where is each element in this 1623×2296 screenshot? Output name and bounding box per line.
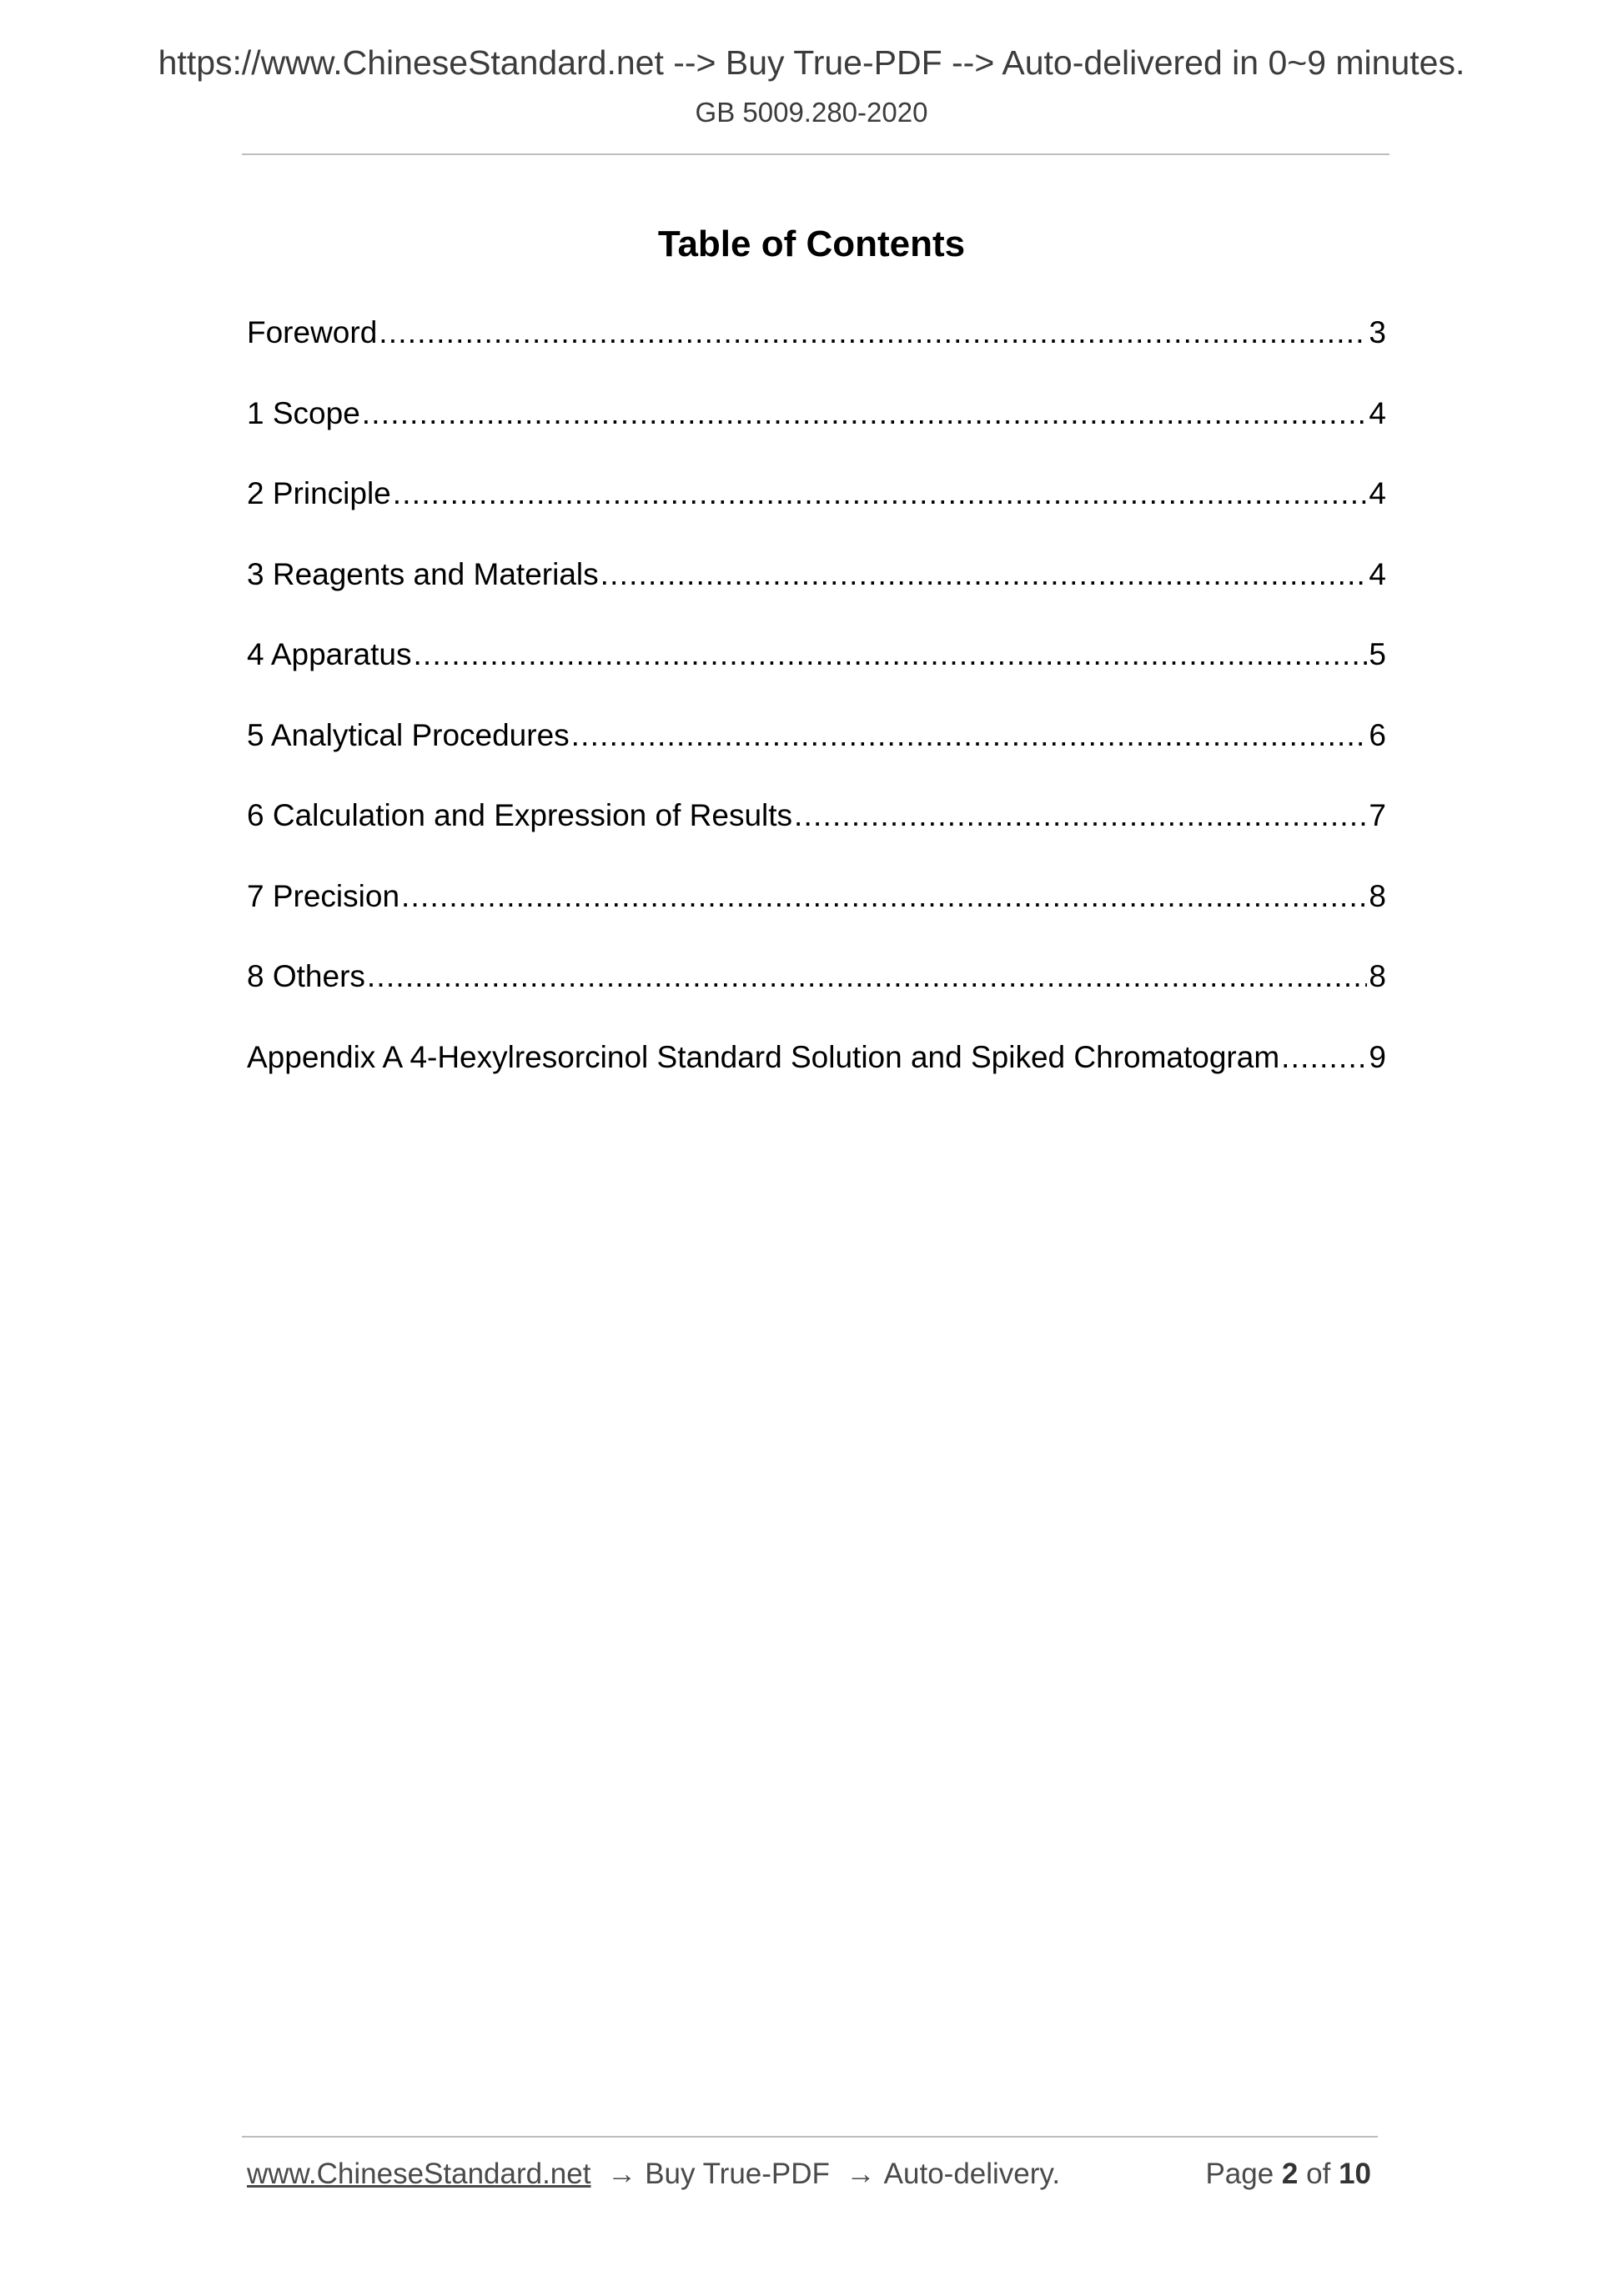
- toc-entry-others[interactable]: [247, 959, 1386, 1040]
- toc-entry-procedures[interactable]: [247, 718, 1386, 799]
- toc-entry-label: 3 Reagents and Materials: [247, 556, 599, 591]
- site-link[interactable]: www.ChineseStandard.net: [247, 2158, 591, 2190]
- dot-leader: [1281, 1040, 1367, 1075]
- page-total: 10: [1339, 2158, 1371, 2190]
- toc-entry-label: Foreword: [247, 315, 378, 349]
- toc-entry-precision[interactable]: [247, 879, 1386, 960]
- dot-leader: [401, 879, 1367, 914]
- dot-leader: [600, 557, 1368, 592]
- toc-entry-foreword[interactable]: [247, 315, 1386, 396]
- page-current: 2: [1281, 2158, 1299, 2190]
- dot-leader: [571, 718, 1368, 753]
- page-footer: [247, 2158, 1378, 2191]
- document-id: GB 5009.280-2020: [695, 97, 928, 128]
- page-indicator: [1205, 2158, 1371, 2191]
- dot-leader: [367, 959, 1368, 994]
- toc-entry-page: 5: [1369, 637, 1386, 671]
- toc-entry-label: 7 Precision: [247, 878, 400, 913]
- toc-entry-label: 5 Analytical Procedures: [247, 717, 570, 752]
- toc-entry-page: 4: [1369, 395, 1386, 430]
- toc-entry-page: 3: [1369, 315, 1386, 349]
- toc-entry-principle[interactable]: [247, 476, 1386, 557]
- buy-text: Buy True-PDF: [645, 2158, 830, 2190]
- dot-leader: [393, 476, 1368, 511]
- toc-entry-page: 4: [1369, 556, 1386, 591]
- toc-title: Table of Contents: [657, 224, 966, 264]
- toc-entry-page: 9: [1369, 1039, 1386, 1074]
- right-arrow-icon: →: [607, 2158, 637, 2190]
- page-word: Page: [1205, 2158, 1274, 2190]
- toc-entry-page: 7: [1369, 798, 1386, 832]
- toc-entry-apparatus[interactable]: [247, 637, 1386, 718]
- table-of-contents: [247, 315, 1386, 1120]
- delivery-text: Auto-delivery.: [883, 2158, 1061, 2190]
- dot-leader: [413, 637, 1367, 672]
- toc-entry-label: 8 Others: [247, 959, 365, 993]
- header-banner: https://www.ChineseStandard.net --> Buy True-PDF --> Auto-delivered in 0~9 minutes.: [158, 43, 1465, 82]
- toc-entry-label: 2 Principle: [247, 476, 391, 510]
- toc-entry-label: 1 Scope: [247, 395, 360, 430]
- dot-leader: [362, 396, 1368, 431]
- toc-entry-page: 8: [1369, 959, 1386, 993]
- toc-entry-reagents[interactable]: [247, 557, 1386, 638]
- toc-entry-label: 4 Apparatus: [247, 637, 412, 671]
- toc-entry-page: 4: [1369, 476, 1386, 510]
- right-arrow-icon: →: [846, 2158, 876, 2190]
- toc-entry-appendix-a[interactable]: [247, 1040, 1386, 1121]
- toc-entry-label: 6 Calculation and Expression of Results: [247, 798, 793, 832]
- toc-entry-calculation[interactable]: [247, 798, 1386, 879]
- toc-entry-scope[interactable]: [247, 396, 1386, 477]
- dot-leader: [379, 315, 1367, 350]
- toc-entry-label: Appendix A 4-Hexylresorcinol Standard Solution and Spiked Chromatogram: [247, 1039, 1280, 1074]
- toc-entry-page: 6: [1369, 717, 1386, 752]
- toc-entry-page: 8: [1369, 878, 1386, 913]
- dot-leader: [794, 798, 1367, 833]
- footer-divider: [242, 2136, 1378, 2138]
- header-divider: [242, 153, 1389, 155]
- page-of: of: [1306, 2158, 1331, 2190]
